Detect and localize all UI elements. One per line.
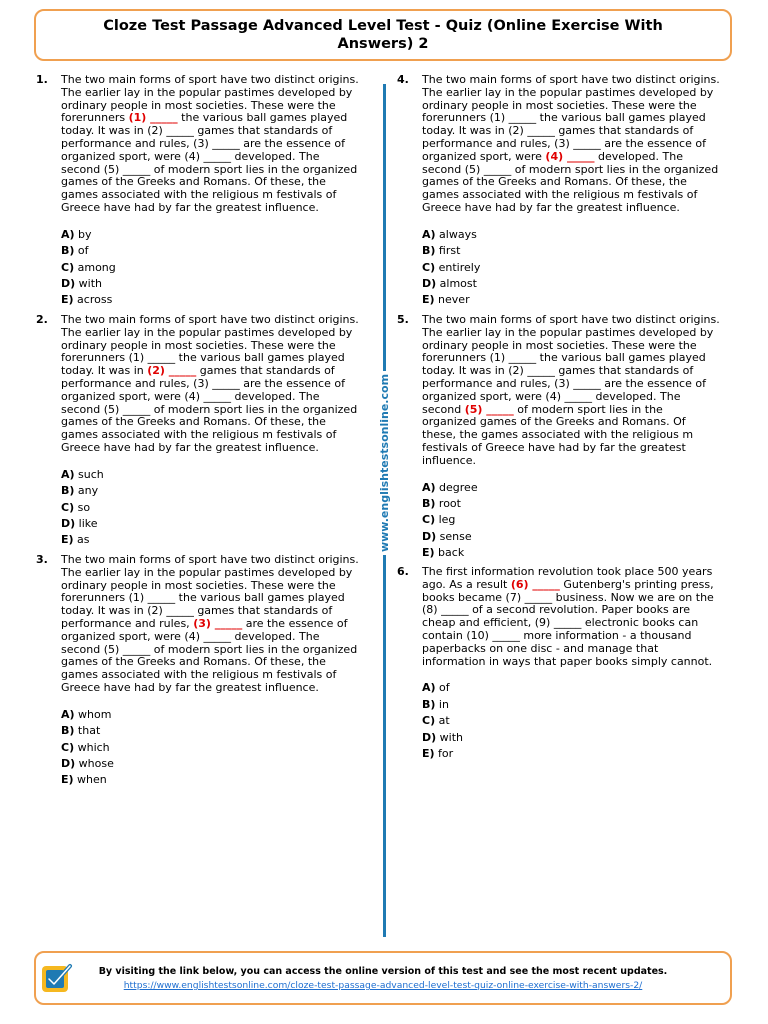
option-e[interactable]: E) when xyxy=(61,773,107,787)
option-e[interactable]: E) never xyxy=(422,293,470,307)
question-5 xyxy=(397,314,742,566)
option-a[interactable]: A) such xyxy=(61,467,104,481)
right-column xyxy=(397,74,742,762)
footer-box xyxy=(34,951,732,1005)
option-d[interactable]: D) sense xyxy=(422,529,472,543)
option-b[interactable]: B) in xyxy=(422,697,449,711)
question-number: 5. xyxy=(397,313,409,326)
answer-options xyxy=(422,227,742,309)
page-title: Cloze Test Passage Advanced Level Test - Quiz (Online Exercise With Answers) 2 xyxy=(103,18,663,52)
option-c[interactable]: C) leg xyxy=(422,513,456,527)
option-b[interactable]: B) of xyxy=(61,244,89,258)
question-passage: The two main forms of sport have two distinct origins. The earlier lay in the popular pastimes developed by ordinary people in most societies. These were the forerunners (1) _____ the various ball games played today. It was in (2) _____ games that standards of performance and rules, (3) _____ are the essence of organized sport, were (4) _____ developed. The second (5) _____ of modern sport lies in the organized games of the Greeks and Romans. Of these, the games associated with the religious m festivals of Greece have had by far the greatest influence. xyxy=(422,73,720,214)
option-a[interactable]: A) by xyxy=(61,227,92,241)
option-b[interactable]: B) first xyxy=(422,244,461,258)
title-box xyxy=(34,9,732,61)
option-e[interactable]: E) as xyxy=(61,533,90,547)
question-number: 1. xyxy=(36,73,48,86)
question-number: 4. xyxy=(397,73,409,86)
vertical-site-url: www.englishtestsonline.com xyxy=(378,371,391,555)
answer-options xyxy=(61,467,381,549)
question-number: 3. xyxy=(36,553,48,566)
option-d[interactable]: D) with xyxy=(422,730,464,744)
answer-options xyxy=(61,227,381,309)
option-c[interactable]: C) which xyxy=(61,740,110,754)
question-2 xyxy=(36,314,381,554)
highlighted-gap: (1) _____ xyxy=(128,111,178,125)
option-d[interactable]: D) like xyxy=(61,516,98,530)
question-4 xyxy=(397,74,742,314)
question-passage: The two main forms of sport have two distinct origins. The earlier lay in the popular pastimes developed by ordinary people in most societies. These were the forerunners (1) _____ the various ball games played today. It was in (2) _____ games that standards of performance and rules, (3) _____ are the essence of organized sport, were (4) _____ developed. The second (5) _____ of modern sport lies in the organized games of the Greeks and Romans. Of these, the games associated with the religious m festivals of Greece have had by far the greatest influence. xyxy=(61,73,359,214)
option-a[interactable]: A) always xyxy=(422,227,477,241)
question-passage: The two main forms of sport have two distinct origins. The earlier lay in the popular pastimes developed by ordinary people in most societies. These were the forerunners (1) _____ the various ball games played today. It was in (2) _____ games that standards of performance and rules, (3) _____ are the essence of organized sport, were (4) _____ developed. The second (5) _____ of modern sport lies in the organized games of the Greeks and Romans. Of these, the games associated with the religious m festivals of Greece have had by far the greatest influence. xyxy=(61,553,359,694)
question-passage: The first information revolution took place 500 years ago. As a result (6) _____ Gutenberg's printing press, books became (7) _____ business. Now we are on the (8) _____ of a second revolution. Paper books are cheap and efficient, (9) _____ electronic books can contain (10) _____ more information - a thousand paperbacks on one disc - and manage that information in ways that paper books simply cannot. xyxy=(422,565,714,668)
option-d[interactable]: D) almost xyxy=(422,276,477,290)
option-e[interactable]: E) back xyxy=(422,546,465,560)
question-6 xyxy=(397,566,742,762)
footer-notice: By visiting the link below, you can access the online version of this test and see the most recent updates. xyxy=(98,966,668,977)
question-number: 2. xyxy=(36,313,48,326)
option-c[interactable]: C) among xyxy=(61,260,116,274)
question-1 xyxy=(36,74,381,314)
option-d[interactable]: D) with xyxy=(61,276,103,290)
option-d[interactable]: D) whose xyxy=(61,756,114,770)
option-a[interactable]: A) whom xyxy=(61,707,112,721)
highlighted-gap: (2) _____ xyxy=(147,364,197,378)
highlighted-gap: (5) _____ xyxy=(464,402,514,416)
left-column xyxy=(36,74,381,789)
highlighted-gap: (4) _____ xyxy=(545,149,595,163)
question-passage: The two main forms of sport have two distinct origins. The earlier lay in the popular pastimes developed by ordinary people in most societies. These were the forerunners (1) _____ the various ball games played today. It was in (2) _____ games that standards of performance and rules, (3) _____ are the essence of organized sport, were (4) _____ developed. The second (5) _____ of modern sport lies in the organized games of the Greeks and Romans. Of these, the games associated with the religious m festivals of Greece have had by far the greatest influence. xyxy=(61,313,359,454)
answer-options xyxy=(422,680,742,762)
option-e[interactable]: E) across xyxy=(61,293,113,307)
option-c[interactable]: C) at xyxy=(422,714,450,728)
footer-link[interactable]: https://www.englishtestsonline.com/cloze-test-passage-advanced-level-test-quiz-online-exercise-with-answers-2/ xyxy=(123,980,643,991)
highlighted-gap: (6) _____ xyxy=(510,577,560,591)
option-a[interactable]: A) degree xyxy=(422,480,478,494)
option-c[interactable]: C) entirely xyxy=(422,260,481,274)
answer-options xyxy=(61,707,381,789)
highlighted-gap: (3) _____ xyxy=(193,616,243,630)
question-number: 6. xyxy=(397,565,409,578)
option-b[interactable]: B) root xyxy=(422,496,461,510)
question-3 xyxy=(36,554,381,789)
option-c[interactable]: C) so xyxy=(61,500,91,514)
option-b[interactable]: B) any xyxy=(61,484,99,498)
option-a[interactable]: A) of xyxy=(422,681,450,695)
answer-options xyxy=(422,480,742,562)
option-b[interactable]: B) that xyxy=(61,724,101,738)
question-passage: The two main forms of sport have two distinct origins. The earlier lay in the popular pastimes developed by ordinary people in most societies. These were the forerunners (1) _____ the various ball games played today. It was in (2) _____ games that standards of performance and rules, (3) _____ are the essence of organized sport, were (4) _____ developed. The second (5) _____ of modern sport lies in the organized games of the Greeks and Romans. Of these, the games associated with the religious m festivals of Greece have had by far the greatest influence. xyxy=(422,313,720,467)
option-e[interactable]: E) for xyxy=(422,747,454,760)
